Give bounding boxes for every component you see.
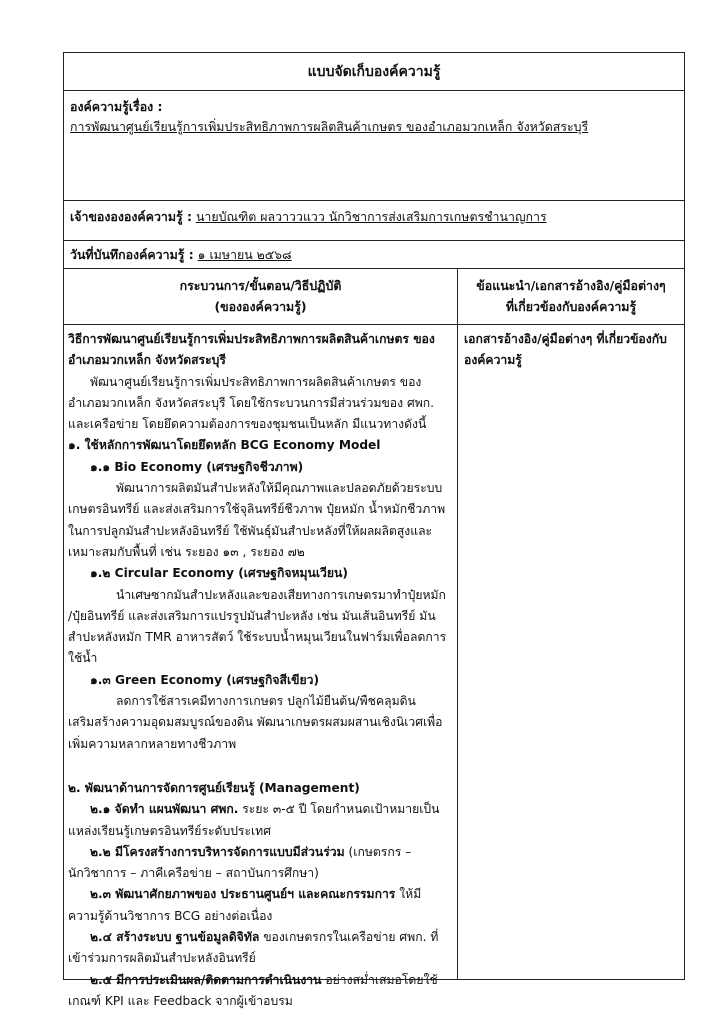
header-references	[458, 269, 684, 317]
intro-line-1: พัฒนาศูนย์เรียนรู้การเพิ่มประสิทธิภาพการผลิตสินค้าเกษตร ของ	[90, 374, 422, 389]
owner-section	[64, 201, 684, 241]
section-2-heading: ๒. พัฒนาด้านการจัดการศูนย์เรียนรู้ (Management)	[68, 780, 360, 795]
knowledge-form	[63, 52, 685, 1008]
section-1-2-line-2: /ปุ๋ยอินทรีย์ และส่งเสริมการแปรรูปมันสำปะหลัง เช่น มันเส้นอินทรีย์ มัน	[68, 608, 436, 623]
header-process-line2: (ขององค์ความรู้)	[214, 299, 307, 314]
section-1-1-line-2: เกษตรอินทรีย์ และส่งเสริมการใช้จุลินทรีย์ชีวภาพ ปุ๋ยหมัก น้ำหมักชีวภาพ	[68, 502, 446, 517]
references-column	[464, 329, 678, 372]
section-2-1-line-1	[68, 799, 454, 820]
section-2-4-bold: ๒.๔ สร้างระบบ ฐานข้อมูลดิจิทัล	[90, 930, 260, 945]
section-1-3-line-3: เพิ่มความหลากหลายทางชีวภาพ	[68, 736, 237, 751]
section-2-5-line-1	[68, 970, 454, 991]
date-value: ๑ เมษายน ๒๕๖๘	[197, 247, 292, 262]
table-body	[64, 325, 684, 1008]
section-2-2-text: (เกษตรกร –	[344, 844, 412, 859]
section-spacer	[68, 755, 454, 778]
section-2-3-line-1	[68, 884, 454, 905]
section-2-5-bold: ๒.๕ มีการประเมินผล/ติดตามการดำเนินงาน	[90, 972, 322, 987]
section-2-3-line-2: ความรู้ด้านวิชาการ BCG อย่างต่อเนื่อง	[68, 908, 273, 923]
section-1-3-line-1: ลดการใช้สารเคมีทางการเกษตร ปลูกไม้ยืนต้น/พืชคลุมดิน	[116, 694, 416, 709]
section-2-1-line-2: แหล่งเรียนรู้เกษตรอินทรีย์ระดับประเทศ	[68, 823, 271, 838]
section-2-1-text: ระยะ ๓-๕ ปี โดยกำหนดเป้าหมายเป็น	[238, 802, 440, 817]
column-divider	[457, 269, 458, 979]
form-title	[64, 53, 684, 91]
section-2-1-bold: ๒.๑ จัดทำ แผนพัฒนา ศพก.	[90, 802, 239, 817]
header-references-line2: ที่เกี่ยวข้องกับองค์ความรู้	[505, 299, 637, 314]
section-1-2-line-4: ใช้น้ำ	[68, 651, 98, 666]
method-heading-2: อำเภอมวกเหล็ก จังหวัดสระบุรี	[68, 353, 226, 368]
section-1-2-heading: ๑.๒ Circular Economy (เศรษฐกิจหมุนเวียน)	[90, 566, 348, 581]
section-1-2-line-3: สำปะหลังหมัก TMR อาหารสัตว์ ใช้ระบบน้ำหมุนเวียนในฟาร์มเพื่อลดการ	[68, 630, 447, 645]
header-process	[64, 269, 457, 317]
section-2-2-bold: ๒.๒ มีโครงสร้างการบริหารจัดการแบบมีส่วนร่วม	[90, 844, 345, 859]
owner-value: นายบัณฑิต ผลวาววแวว นักวิชาการส่งเสริมการเกษตรชำนาญการ	[195, 209, 547, 224]
section-2-4-line-2: เข้าร่วมการผลิตมันสำปะหลังอินทรีย์	[68, 951, 256, 966]
section-2-5-line-2: เกณฑ์ KPI และ Feedback จากผู้เข้าอบรม	[68, 993, 293, 1008]
header-references-line1: ข้อแนะนำ/เอกสารอ้างอิง/คู่มือต่างๆ	[476, 278, 666, 293]
section-1-2-line-1: นำเศษซากมันสำปะหลังและของเสียทางการเกษตรมาทำปุ๋ยหมัก	[116, 587, 446, 602]
method-heading-1: วิธีการพัฒนาศูนย์เรียนรู้การเพิ่มประสิทธิภาพการผลิตสินค้าเกษตร ของ	[68, 332, 435, 346]
section-1-3-line-2: เสริมสร้างความอุดมสมบูรณ์ของดิน พัฒนาเกษตรผสมผสานเชิงนิเวศเพื่อ	[68, 715, 443, 730]
date-label: วันที่บันทึกองค์ความรู้ :	[70, 247, 194, 262]
process-column	[68, 329, 454, 1012]
topic-section	[64, 91, 684, 201]
owner-label: เจ้าของององค์ความรู้ :	[70, 209, 192, 224]
section-1-1-line-3: ในการปลูกมันสำปะหลังอินทรีย์ ใช้พันธุ์มันสำปะหลังที่ให้ผลผลิตสูงและ	[68, 523, 433, 538]
section-2-2-line-2: นักวิชาการ – ภาคีเครือข่าย – สถาบันการศึกษา)	[68, 866, 319, 881]
header-process-line1: กระบวนการ/ขั้นตอน/วิธีปฏิบัติ	[179, 278, 342, 293]
topic-label: องค์ความรู้เรื่อง :	[70, 99, 163, 114]
section-2-2-line-1	[68, 842, 454, 863]
topic-value: การพัฒนาศูนย์เรียนรู้การเพิ่มประสิทธิภาพการผลิตสินค้าเกษตร ของอำเภอมวกเหล็ก จังหวัดสระบุรี	[70, 119, 589, 134]
section-1-3-heading: ๑.๓ Green Economy (เศรษฐกิจสีเขียว)	[90, 672, 320, 687]
section-1-1-heading: ๑.๑ Bio Economy (เศรษฐกิจชีวภาพ)	[90, 459, 304, 474]
section-1-heading: ๑. ใช้หลักการพัฒนาโดยยึดหลัก BCG Economy Model	[68, 438, 381, 453]
intro-line-2: อำเภอมวกเหล็ก จังหวัดสระบุรี โดยใช้กระบวนการมีส่วนร่วมของ ศพก.	[68, 395, 434, 410]
section-2-5-text: อย่างสม่ำเสมอโดยใช้	[321, 972, 438, 987]
section-2-4-line-1	[68, 927, 454, 948]
section-1-1-line-4: เหมาะสมกับพื้นที่ เช่น ระยอง ๑๓ , ระยอง ๗๒	[68, 544, 305, 559]
references-line-2: องค์ความรู้	[464, 353, 522, 368]
intro-line-3: และเครือข่าย โดยยึดความต้องการของชุมชนเป็นหลัก มีแนวทางดังนี้	[68, 417, 427, 432]
table-header	[64, 269, 684, 325]
section-2-3-bold: ๒.๓ พัฒนาศักยภาพของ ประธานศูนย์ฯ และคณะกรรมการ	[90, 887, 396, 902]
section-2-3-text: ให้มี	[395, 887, 422, 902]
form-title-text: แบบจัดเก็บองค์ความรู้	[307, 63, 441, 80]
section-2-4-text: ของเกษตรกรในเครือข่าย ศพก. ที่	[259, 930, 439, 945]
references-line-1: เอกสารอ้างอิง/คู่มือต่างๆ ที่เกี่ยวข้องกับ	[464, 332, 667, 346]
date-section	[64, 241, 684, 269]
section-1-1-line-1: พัฒนาการผลิตมันสำปะหลังให้มีคุณภาพและปลอดภัยด้วยระบบ	[116, 481, 443, 496]
